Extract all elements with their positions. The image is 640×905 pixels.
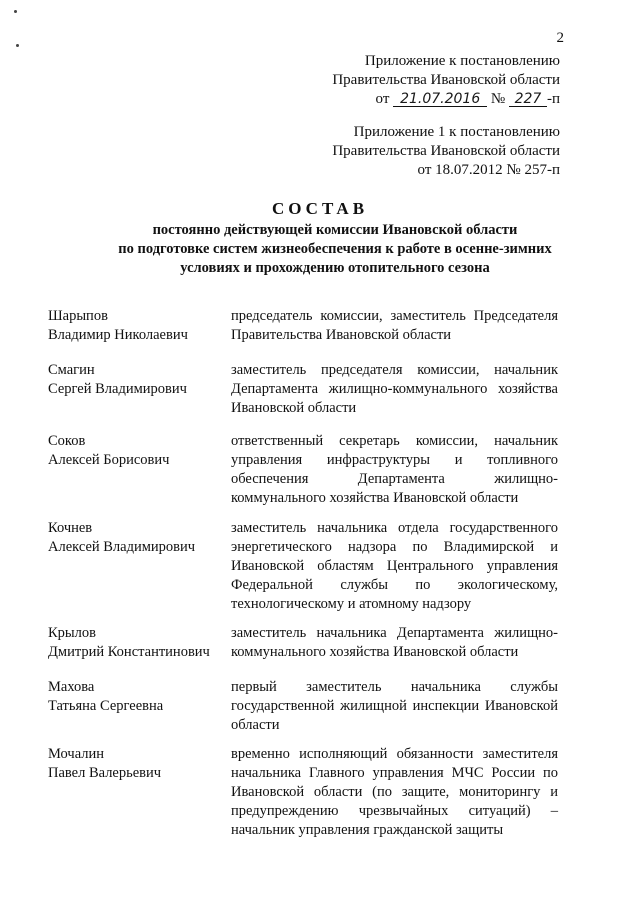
handwritten-date: 21.07.2016 [393, 92, 487, 107]
annex-original-header [332, 123, 560, 180]
member-role: временно исполняющий обязанности заместителя начальника Главного управления МЧС России по Ивановской области (по защите, мониторингу и предупреждению чрезвычайных ситуаций) – начальник управления гражданской защиты [231, 746, 558, 838]
number-label: № [490, 91, 506, 107]
member-surname: Смагин [48, 362, 95, 378]
scan-speck [14, 10, 17, 13]
member-role: заместитель начальника отдела государственного энергетического надзора по Владимирской и Ивановской областям Центрального управления Федеральной службы по экологическому, технологическому и атомному надзору [231, 520, 558, 612]
member-given-names: Владимир Николаевич [48, 327, 188, 343]
subtitle-line2: по подготовке систем жизнеобеспечения к работе в осенне-зимних [118, 241, 552, 257]
document-subtitle [110, 221, 560, 278]
member-role: председатель комиссии, заместитель Председателя Правительства Ивановской области [231, 308, 558, 343]
member-name [48, 519, 228, 557]
member-name [48, 624, 228, 662]
member-given-names: Павел Валерьевич [48, 765, 162, 781]
annex-current-line2: Правительства Ивановской области [332, 72, 560, 88]
annex-original-line3: от 18.07.2012 № 257-п [417, 162, 560, 178]
member-role: заместитель начальника Департамента жилищно-коммунального хозяйства Ивановской области [231, 625, 558, 660]
annex-current-date-line [332, 90, 560, 109]
member-given-names: Дмитрий Константинович [48, 644, 210, 660]
member-name [48, 678, 228, 716]
page-number: 2 [556, 30, 564, 46]
member-surname: Крылов [48, 625, 96, 641]
member-surname: Соков [48, 433, 86, 449]
member-given-names: Алексей Владимирович [48, 539, 196, 555]
scan-speck [16, 44, 19, 47]
member-role: первый заместитель начальника службы государственной жилищной инспекции Ивановской области [231, 679, 558, 733]
document-title: СОСТАВ [271, 199, 369, 218]
member-given-names: Сергей Владимирович [48, 381, 187, 397]
member-surname: Махова [48, 679, 95, 695]
number-suffix: -п [546, 91, 560, 107]
subtitle-line3: условиях и прохождению отопительного сезона [180, 260, 490, 276]
member-name [48, 432, 228, 470]
annex-current-line1: Приложение к постановлению [364, 53, 560, 69]
member-role: заместитель председателя комиссии, начальник Департамента жилищно-коммунального хозяйства Ивановской области [231, 362, 558, 416]
annex-original-line1: Приложение 1 к постановлению [353, 124, 560, 140]
member-surname: Кочнев [48, 520, 93, 536]
annex-original-line2: Правительства Ивановской области [332, 143, 560, 159]
member-given-names: Татьяна Сергеевна [48, 698, 164, 714]
subtitle-line1: постоянно действующей комиссии Ивановской области [152, 222, 518, 238]
member-surname: Шарыпов [48, 308, 108, 324]
member-name [48, 307, 228, 345]
member-surname: Мочалин [48, 746, 105, 762]
annex-current-header [332, 52, 560, 109]
from-label: от [375, 91, 390, 107]
member-given-names: Алексей Борисович [48, 452, 170, 468]
member-name [48, 361, 228, 399]
member-role: ответственный секретарь комиссии, начальник управления инфраструктуры и топливного обеспечения Департамента жилищно-коммунального хозяйства Ивановской области [231, 433, 558, 506]
member-name [48, 745, 228, 783]
handwritten-number: 227 [509, 92, 547, 107]
